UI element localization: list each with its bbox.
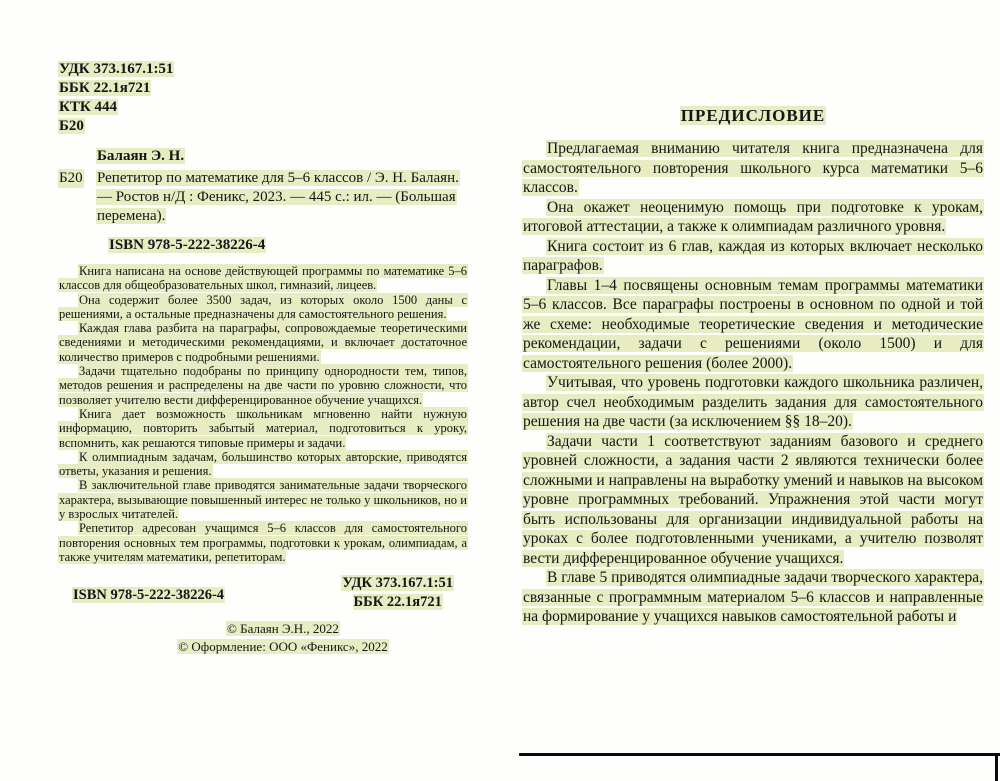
isbn-footer-line (72, 586, 225, 605)
paragraph-text: Она окажет неоценимую помощь при подготовке к урокам, итоговой аттестации, а также к олимпиадам различного уровня. (523, 198, 983, 235)
bbk-footer-line (341, 593, 454, 612)
footer-codes (341, 574, 454, 612)
author-name: Балаян Э. Н. (97, 148, 185, 164)
preface-heading: ПРЕДИСЛОВИЕ (680, 106, 826, 125)
paragraph-text: Каждая глава разбита на параграфы, сопровождаемые теоретическими сведениями и методическими рекомендациями, и включает достаточное количество примеров с подробными решениями. (59, 321, 467, 364)
udk-footer: УДК 373.167.1:51 (342, 575, 453, 592)
ktk-line (58, 98, 468, 116)
isbn: ISBN 978-5-222-38226-4 (109, 237, 266, 253)
udk-code: УДК 373.167.1:51 (59, 61, 174, 77)
paragraph-text: Книга состоит из 6 глав, каждая из которых включает несколько параграфов. (523, 237, 983, 274)
b20-line (58, 117, 468, 135)
b20-code: Б20 (59, 118, 84, 134)
paragraph-text: Книга дает возможность школьникам мгновенно найти нужную информацию, повторить забытый материал, подготовиться к уроку, вспомнить, как решаются типовые примеры и задачи. (59, 406, 467, 450)
annotation-paragraph (58, 450, 468, 479)
udk-line (58, 60, 468, 78)
isbn-footer: ISBN 978-5-222-38226-4 (73, 587, 225, 604)
bibliographic-entry (58, 169, 468, 226)
page-title (522, 106, 984, 126)
copyright-design: © Оформление: ООО «Феникс», 2022 (178, 639, 388, 655)
annotation-paragraph (58, 521, 468, 564)
copyright-block (98, 620, 468, 656)
paragraph-text: Задачи части 1 соответствуют заданиям базового и среднего уровней сложности, а задания части 2 являются технически более сложными и направлены на выработку умений и навыков на высоком уровне программных требований. Упражнения этой части могут быть использованы для организации индивидуальной работы на уроках с более подготовленными учениками, а учителю позволят вести дифференцированное обучение учащихся. (523, 432, 983, 567)
classification-codes (58, 60, 468, 135)
preface-paragraph (522, 237, 984, 276)
imprint-footer (58, 574, 468, 618)
catalog-code: Б20 (59, 170, 83, 186)
paragraph-text: Репетитор адресован учащимся 5–6 классов для самостоятельного повторения основных тем программы, подготовки к урокам, олимпиадам, а также учителям математики, репетиторам. (59, 521, 467, 564)
annotation-paragraph (58, 364, 468, 407)
preface-page (522, 106, 984, 627)
bbk-footer: ББК 22.1я721 (353, 594, 442, 611)
author-line (96, 147, 468, 166)
paragraph-text: В заключительной главе приводятся занимательные задачи творческого характера, вызывающие повышенный интерес не только у школьников, но и у взрослых читателей. (59, 478, 467, 522)
ktk-code: КТК 444 (59, 99, 118, 115)
udk-footer-line (341, 574, 454, 593)
paragraph-text: Учитывая, что уровень подготовки каждого школьника различен, автор счел необходимым разделить задания для самостоятельного решения на две части (за исключением §§ 18–20). (523, 374, 983, 430)
paragraph-text: В главе 5 приводятся олимпиадные задачи творческого характера, связанные с программным материалом 5–6 классов и направленные на формирование у учащихся навыков самостоятельной работы и (523, 569, 983, 625)
annotation-paragraph (58, 293, 468, 322)
paragraph-text: Предлагаемая вниманию читателя книга предназначена для самостоятельного повторения школьного курса математики 5–6 классов. (523, 140, 983, 196)
annotation-paragraph (58, 407, 468, 450)
paragraph-text: Главы 1–4 посвящены основным темам программы математики 5–6 классов. Все параграфы построены в основном по одной и той же схеме: необходимые теоретические сведения и методические рекомендации, задачи с решениями (около 1500) и для самостоятельного решения (более 2000). (523, 276, 983, 372)
scan-edge-horizontal (519, 753, 1000, 756)
paragraph-text: Задачи тщательно подобраны по принципу однородности тем, типов, методов решения и распределены на две части по уровню сложности, что позволяет учителю вести дифференцированное обучение учащихся. (59, 364, 467, 407)
annotation-paragraph (58, 264, 468, 293)
annotation-paragraph (58, 478, 468, 521)
isbn-line (108, 237, 468, 254)
copyright-design-line (98, 638, 468, 656)
annotation-paragraph (58, 321, 468, 364)
preface-paragraph (522, 568, 984, 627)
imprint-page (58, 60, 468, 656)
paragraph-text: Она содержит более 3500 задач, из которых около 1500 даны с решениями, а остальные предназначены для самостоятельного решения. (59, 292, 467, 321)
paragraph-text: Книга написана на основе действующей программы по математике 5–6 классов для общеобразовательных школ, гимназий, лицеев. (59, 264, 467, 293)
paragraph-text: К олимпиадным задачам, большинство которых авторские, приводятся ответы, указания и решения. (59, 449, 467, 479)
scan-edge-vertical (995, 753, 998, 781)
preface-paragraph (522, 139, 984, 198)
annotation-block (58, 264, 468, 564)
bibliographic-text: Репетитор по математике для 5–6 классов / Э. Н. Балаян. — Ростов н/Д : Феникс, 2023. — 445 с.: ил. — (Большая перемена). (97, 170, 459, 224)
bbk-code: ББК 22.1я721 (59, 80, 151, 96)
preface-paragraph (522, 432, 984, 569)
preface-paragraph (522, 198, 984, 237)
bbk-line (58, 79, 468, 97)
preface-paragraph (522, 276, 984, 374)
copyright-author-line (98, 620, 468, 638)
preface-paragraph (522, 373, 984, 432)
copyright-author: © Балаян Э.Н., 2022 (227, 621, 339, 637)
